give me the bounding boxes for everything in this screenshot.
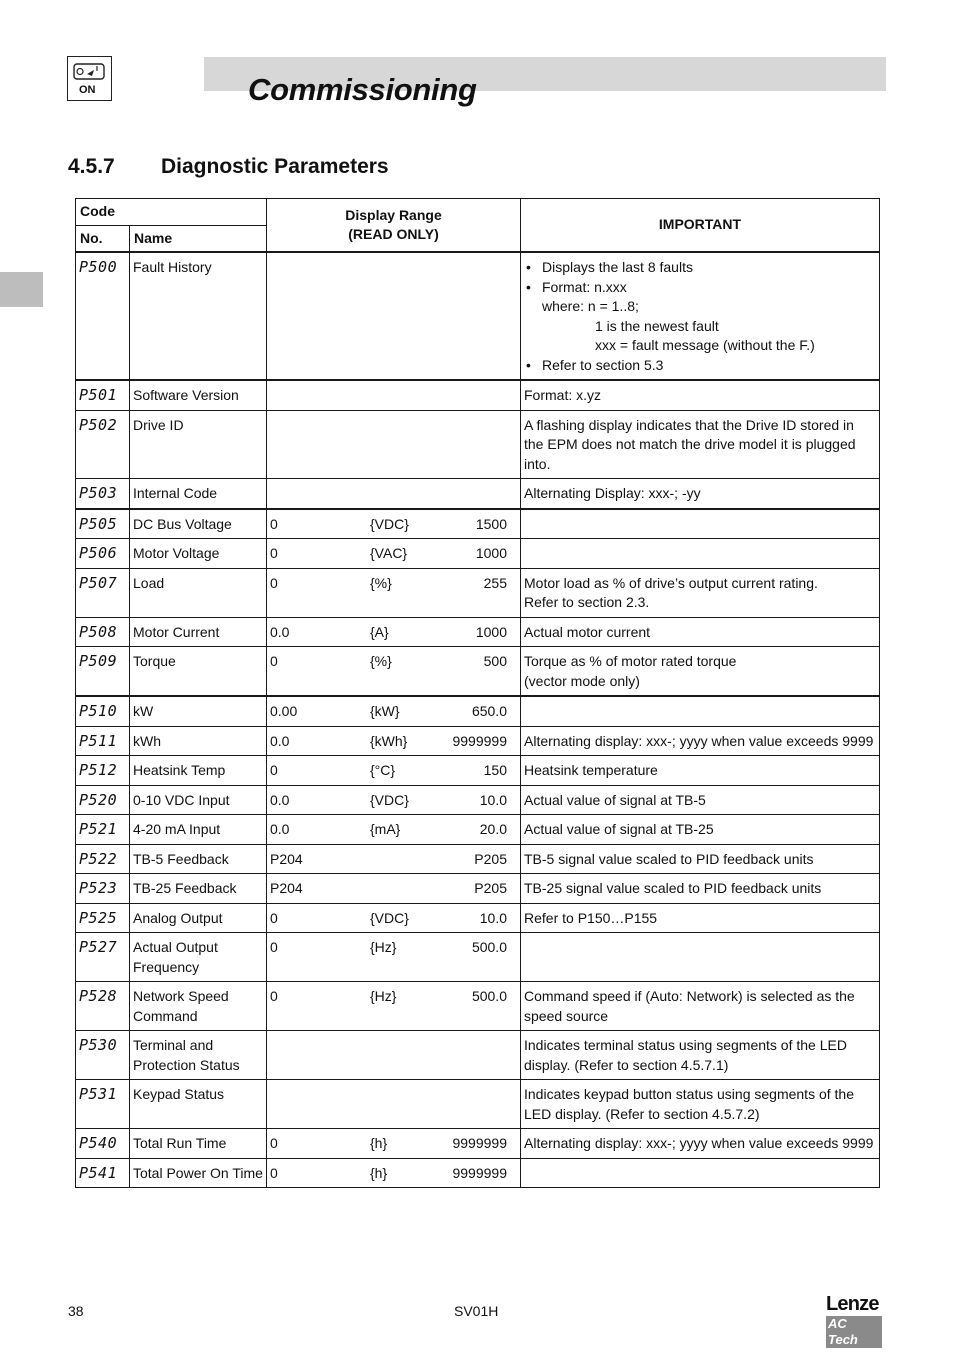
display-range <box>267 252 521 380</box>
important-note: Refer to P150…P155 <box>521 903 880 933</box>
important-note-line: Refer to section 2.3. <box>524 594 650 610</box>
parameter-name: Software Version <box>130 380 267 410</box>
table-row <box>76 1031 880 1080</box>
important-note <box>521 539 880 569</box>
table-row <box>76 874 880 904</box>
parameter-name: kW <box>130 696 267 726</box>
table-row <box>76 539 880 569</box>
parameter-code: P521 <box>76 815 130 845</box>
display-range <box>267 844 521 874</box>
display-range <box>267 696 521 726</box>
display-range <box>267 380 521 410</box>
table-row <box>76 568 880 617</box>
range-unit <box>370 879 450 899</box>
parameter-name: Torque <box>130 647 267 697</box>
important-note-line: Torque as % of motor rated torque <box>524 653 737 669</box>
table-row <box>76 479 880 509</box>
range-unit: {%} <box>370 574 392 591</box>
range-max: 10.0 <box>479 909 507 926</box>
range-max: 9999999 <box>452 732 507 749</box>
range-min: 0 <box>270 1164 278 1181</box>
range-max: 150 <box>483 762 507 778</box>
range-min: 0 <box>270 653 278 669</box>
logo-lenze-text: Lenze <box>826 1293 879 1315</box>
parameter-name: Analog Output <box>130 903 267 933</box>
header-display-range <box>267 199 521 253</box>
parameter-name: Load <box>130 568 267 617</box>
parameter-code: P510 <box>76 696 130 726</box>
table-row <box>76 1129 880 1159</box>
range-max: 1500 <box>475 515 507 532</box>
parameter-code: P540 <box>76 1129 130 1159</box>
range-unit: {h} <box>370 1135 388 1151</box>
bullet-text: Format: n.xxx <box>542 278 627 295</box>
display-range <box>267 726 521 756</box>
range-unit: {°C} <box>370 762 396 778</box>
important-note <box>521 647 880 697</box>
important-note <box>521 509 880 539</box>
header-display-range-line1: Display Range <box>345 206 442 223</box>
table-row <box>76 726 880 756</box>
table-row <box>76 509 880 539</box>
range-min: 0.0 <box>270 623 290 640</box>
parameter-name: Internal Code <box>130 479 267 509</box>
range-min: 0.0 <box>270 732 290 749</box>
range-min: 0.00 <box>270 703 298 719</box>
parameter-name: Drive ID <box>130 410 267 479</box>
range-max: P205 <box>474 880 507 896</box>
display-range <box>267 509 521 539</box>
display-range <box>267 568 521 617</box>
parameter-name: Actual Output Frequency <box>130 933 267 982</box>
parameter-code: P505 <box>76 509 130 539</box>
parameter-code: P531 <box>76 1080 130 1129</box>
display-range <box>267 617 521 647</box>
parameter-code: P530 <box>76 1031 130 1080</box>
range-min: P204 <box>270 880 303 896</box>
table-row <box>76 647 880 697</box>
header-no: No. <box>76 225 130 252</box>
parameter-code: P502 <box>76 410 130 479</box>
parameter-name: Fault History <box>130 252 267 380</box>
lenze-logo <box>826 1293 886 1347</box>
header-display-range-line2: (READ ONLY) <box>348 226 439 242</box>
range-max: 500.0 <box>471 988 507 1004</box>
important-note: Format: x.yz <box>521 380 880 410</box>
important-note: TB-25 signal value scaled to PID feedback units <box>521 874 880 904</box>
power-on-icon <box>67 56 112 101</box>
range-unit <box>370 850 450 870</box>
important-note <box>521 1158 880 1188</box>
display-range <box>267 933 521 982</box>
parameter-name: Heatsink Temp <box>130 756 267 786</box>
parameter-code: P522 <box>76 844 130 874</box>
table-row <box>76 933 880 982</box>
important-note-line: (vector mode only) <box>524 672 640 689</box>
range-unit: {kW} <box>370 703 400 719</box>
parameter-name: TB-5 Feedback <box>130 844 267 874</box>
bullet-text: Refer to section 5.3 <box>542 356 664 373</box>
important-note: Actual motor current <box>521 617 880 647</box>
power-on-label: ON <box>79 84 96 96</box>
range-min: 0 <box>270 988 278 1004</box>
parameter-code: P541 <box>76 1158 130 1188</box>
range-unit: {VDC} <box>370 909 409 926</box>
important-note: Alternating display: xxx-; yyyy when value exceeds 9999 <box>521 1129 880 1159</box>
parameter-name: DC Bus Voltage <box>130 509 267 539</box>
bullet-item <box>524 356 876 376</box>
table-row <box>76 982 880 1031</box>
range-max: 500.0 <box>471 939 507 955</box>
table-row <box>76 380 880 410</box>
range-unit: {h} <box>370 1164 388 1181</box>
parameter-code: P501 <box>76 380 130 410</box>
display-range <box>267 410 521 479</box>
range-min: 0 <box>270 574 278 591</box>
range-unit: {%} <box>370 653 392 669</box>
parameter-code: P506 <box>76 539 130 569</box>
parameter-code: P512 <box>76 756 130 786</box>
table-row <box>76 1158 880 1188</box>
display-range <box>267 785 521 815</box>
range-unit: {VAC} <box>370 545 408 561</box>
range-max: 1000 <box>475 545 507 561</box>
range-min: 0 <box>270 1135 278 1151</box>
parameter-code: P507 <box>76 568 130 617</box>
parameter-code: P511 <box>76 726 130 756</box>
parameter-name: kWh <box>130 726 267 756</box>
important-note: Alternating display: xxx-; yyyy when value exceeds 9999 <box>521 726 880 756</box>
parameter-name: Keypad Status <box>130 1080 267 1129</box>
bullet-subtext-indented: xxx = fault message (without the F.) <box>595 337 815 353</box>
important-note <box>521 933 880 982</box>
range-max: 10.0 <box>479 791 507 808</box>
table-row <box>76 617 880 647</box>
important-note: Heatsink temperature <box>521 756 880 786</box>
parameter-name: Motor Current <box>130 617 267 647</box>
important-note: TB-5 signal value scaled to PID feedback units <box>521 844 880 874</box>
important-note <box>521 252 880 380</box>
important-note <box>521 696 880 726</box>
parameter-code: P523 <box>76 874 130 904</box>
range-max: 500 <box>483 653 507 669</box>
table-row <box>76 844 880 874</box>
range-min: 0 <box>270 939 278 955</box>
table-row <box>76 903 880 933</box>
range-unit: {A} <box>370 623 389 640</box>
parameter-code: P508 <box>76 617 130 647</box>
parameter-name: Terminal and Protection Status <box>130 1031 267 1080</box>
range-max: 9999999 <box>452 1135 507 1151</box>
parameter-code: P520 <box>76 785 130 815</box>
range-min: 0.0 <box>270 821 290 837</box>
important-note: Command speed if (Auto: Network) is selected as the speed source <box>521 982 880 1031</box>
logo-actech-text: AC Tech <box>826 1316 882 1348</box>
bullet-item <box>524 258 876 278</box>
important-note <box>521 568 880 617</box>
display-range <box>267 1129 521 1159</box>
parameter-code: P503 <box>76 479 130 509</box>
display-range <box>267 479 521 509</box>
range-unit: {kWh} <box>370 732 408 749</box>
section-number: 4.5.7 <box>68 155 115 178</box>
range-max: P205 <box>474 850 507 867</box>
table-row <box>76 252 880 380</box>
display-range <box>267 1158 521 1188</box>
range-max: 20.0 <box>479 821 507 837</box>
parameter-code: P509 <box>76 647 130 697</box>
parameter-name: TB-25 Feedback <box>130 874 267 904</box>
parameter-name: Total Power On Time <box>130 1158 267 1188</box>
header-important: IMPORTANT <box>521 199 880 253</box>
range-max: 650.0 <box>471 703 507 719</box>
range-unit: {mA} <box>370 821 401 837</box>
parameter-code: P525 <box>76 903 130 933</box>
important-note: Alternating Display: xxx-; -yy <box>521 479 880 509</box>
parameter-name: 4-20 mA Input <box>130 815 267 845</box>
page-number: 38 <box>68 1303 84 1319</box>
side-tab-marker <box>0 272 43 307</box>
parameter-code: P528 <box>76 982 130 1031</box>
display-range <box>267 815 521 845</box>
chapter-title: Commissioning <box>248 72 477 107</box>
table-row <box>76 785 880 815</box>
important-note: A flashing display indicates that the Drive ID stored in the EPM does not match the drive model it is plugged into. <box>521 410 880 479</box>
range-unit: {Hz} <box>370 939 397 955</box>
parameter-name: Total Run Time <box>130 1129 267 1159</box>
range-max: 255 <box>483 574 507 591</box>
header-name: Name <box>130 225 267 252</box>
range-min: 0 <box>270 545 278 561</box>
bullet-subtext-indented: 1 is the newest fault <box>595 317 719 334</box>
diagnostic-parameters-table <box>75 198 880 1188</box>
display-range <box>267 756 521 786</box>
document-id: SV01H <box>454 1303 499 1319</box>
display-range <box>267 874 521 904</box>
parameter-code: P500 <box>76 252 130 380</box>
important-note: Indicates terminal status using segments of the LED display. (Refer to section 4.5.7.1) <box>521 1031 880 1080</box>
table-row <box>76 696 880 726</box>
table-row <box>76 1080 880 1129</box>
range-min: 0.0 <box>270 791 290 808</box>
parameter-name: 0-10 VDC Input <box>130 785 267 815</box>
range-unit: {VDC} <box>370 791 409 808</box>
bullet-text: Displays the last 8 faults <box>542 259 693 275</box>
range-min: 0 <box>270 909 278 926</box>
display-range <box>267 539 521 569</box>
range-max: 9999999 <box>452 1164 507 1181</box>
parameter-name: Motor Voltage <box>130 539 267 569</box>
important-note: Indicates keypad button status using segments of the LED display. (Refer to section 4.5.7.2) <box>521 1080 880 1129</box>
important-note: Actual value of signal at TB-5 <box>521 785 880 815</box>
display-range <box>267 1031 521 1080</box>
important-note: Actual value of signal at TB-25 <box>521 815 880 845</box>
display-range <box>267 1080 521 1129</box>
section-heading <box>68 155 389 179</box>
bullet-subtext: where: n = 1..8; <box>542 298 639 314</box>
table-row <box>76 815 880 845</box>
parameter-code: P527 <box>76 933 130 982</box>
display-range <box>267 982 521 1031</box>
range-max: 1000 <box>475 623 507 640</box>
range-min: 0 <box>270 515 278 532</box>
table-row <box>76 756 880 786</box>
header-code: Code <box>76 199 267 226</box>
table-row <box>76 410 880 479</box>
range-unit: {VDC} <box>370 515 409 532</box>
display-range <box>267 647 521 697</box>
bullet-item <box>524 278 876 356</box>
range-min: P204 <box>270 850 303 867</box>
range-min: 0 <box>270 762 278 778</box>
parameter-name: Network Speed Command <box>130 982 267 1031</box>
section-title: Diagnostic Parameters <box>161 155 389 178</box>
important-note-line: Motor load as % of drive’s output current rating. <box>524 574 818 591</box>
range-unit: {Hz} <box>370 988 397 1004</box>
display-range <box>267 903 521 933</box>
